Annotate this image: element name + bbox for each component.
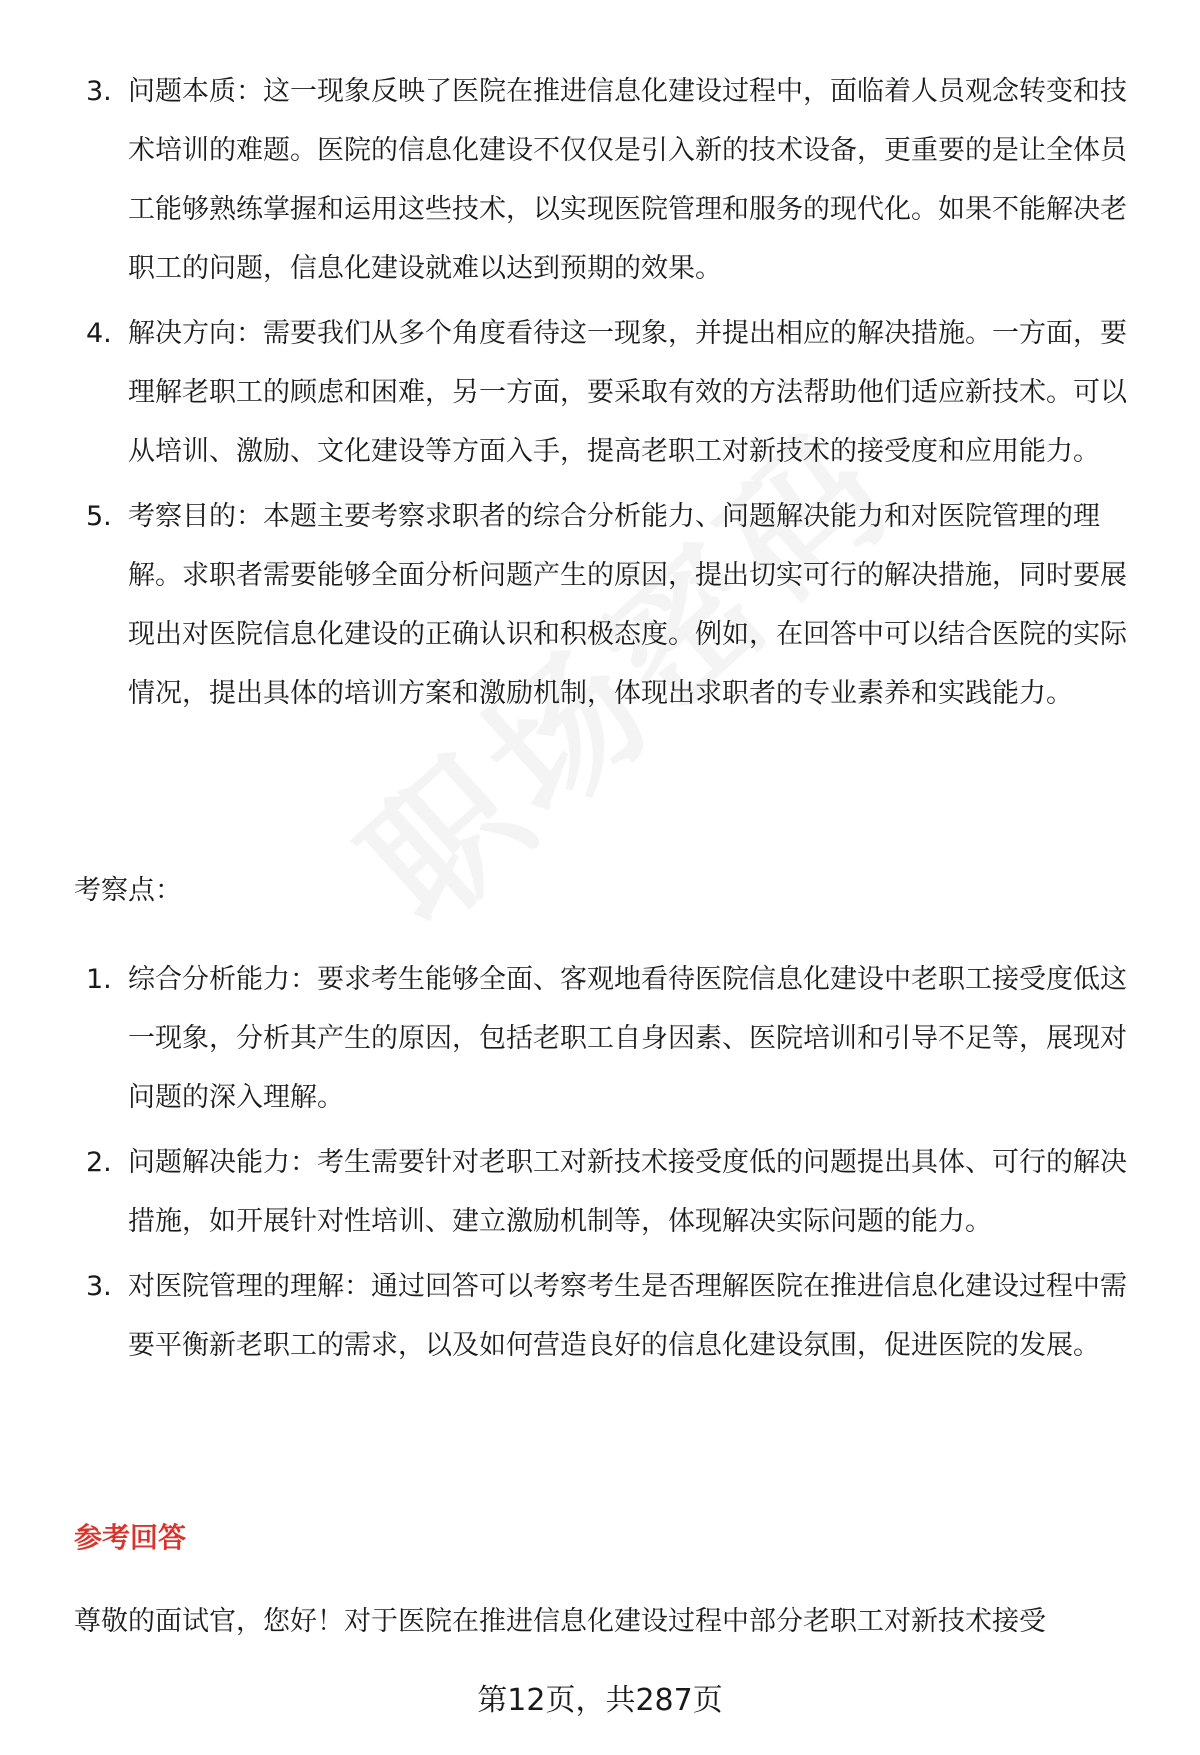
list-item-text: 对医院管理的理解：通过回答可以考察考生是否理解医院在推进信息化建设过程中需要平衡新老职工的需求，以及如何营造良好的信息化建设氛围，促进医院的发展。 [128, 1271, 1127, 1361]
list-item [0, 1257, 1140, 1375]
list-item-number: 5. [86, 501, 112, 532]
list-item [0, 487, 1140, 723]
list-item-text: 解决方向：需要我们从多个角度看待这一现象，并提出相应的解决措施。一方面，要理解老职工的顾虑和困难，另一方面，要采取有效的方法帮助他们适应新技术。可以从培训、激励、文化建设等方面入手，提高老职工对新技术的接受度和应用能力。 [128, 318, 1127, 467]
list-item [0, 1133, 1140, 1251]
page-number: 第12页，共287页 [477, 1683, 723, 1718]
list-item-text: 综合分析能力：要求考生能够全面、客观地看待医院信息化建设中老职工接受度低这一现象，分析其产生的原因，包括老职工自身因素、医院培训和引导不足等，展现对问题的深入理解。 [128, 964, 1127, 1113]
section-heading: 考察点： [74, 875, 182, 906]
analysis-list [0, 62, 1140, 723]
reference-answer-heading: 参考回答 [74, 1521, 187, 1554]
list-item-number: 4. [86, 318, 112, 349]
list-item [0, 62, 1140, 298]
list-item-text: 问题解决能力：考生需要针对老职工对新技术接受度低的问题提出具体、可行的解决措施，如开展针对性培训、建立激励机制等，体现解决实际问题的能力。 [128, 1147, 1127, 1237]
list-item [0, 950, 1140, 1127]
answer-paragraph: 尊敬的面试官，您好！对于医院在推进信息化建设过程中部分老职工对新技术接受 [74, 1606, 1046, 1637]
list-item-number: 2. [86, 1147, 112, 1178]
list-item [0, 304, 1140, 481]
list-item-number: 3. [86, 1271, 112, 1302]
assessment-points-list [0, 950, 1140, 1375]
list-item-text: 问题本质：这一现象反映了医院在推进信息化建设过程中，面临着人员观念转变和技术培训的难题。医院的信息化建设不仅仅是引入新的技术设备，更重要的是让全体员工能够熟练掌握和运用这些技术，以实现医院管理和服务的现代化。如果不能解决老职工的问题，信息化建设就难以达到预期的效果。 [128, 76, 1127, 284]
list-item-number: 1. [86, 964, 112, 995]
list-item-text: 考察目的：本题主要考察求职者的综合分析能力、问题解决能力和对医院管理的理解。求职者需要能够全面分析问题产生的原因，提出切实可行的解决措施，同时要展现出对医院信息化建设的正确认识和积极态度。例如，在回答中可以结合医院的实际情况，提出具体的培训方案和激励机制，体现出求职者的专业素养和实践能力。 [128, 501, 1127, 709]
list-item-number: 3. [86, 76, 112, 107]
